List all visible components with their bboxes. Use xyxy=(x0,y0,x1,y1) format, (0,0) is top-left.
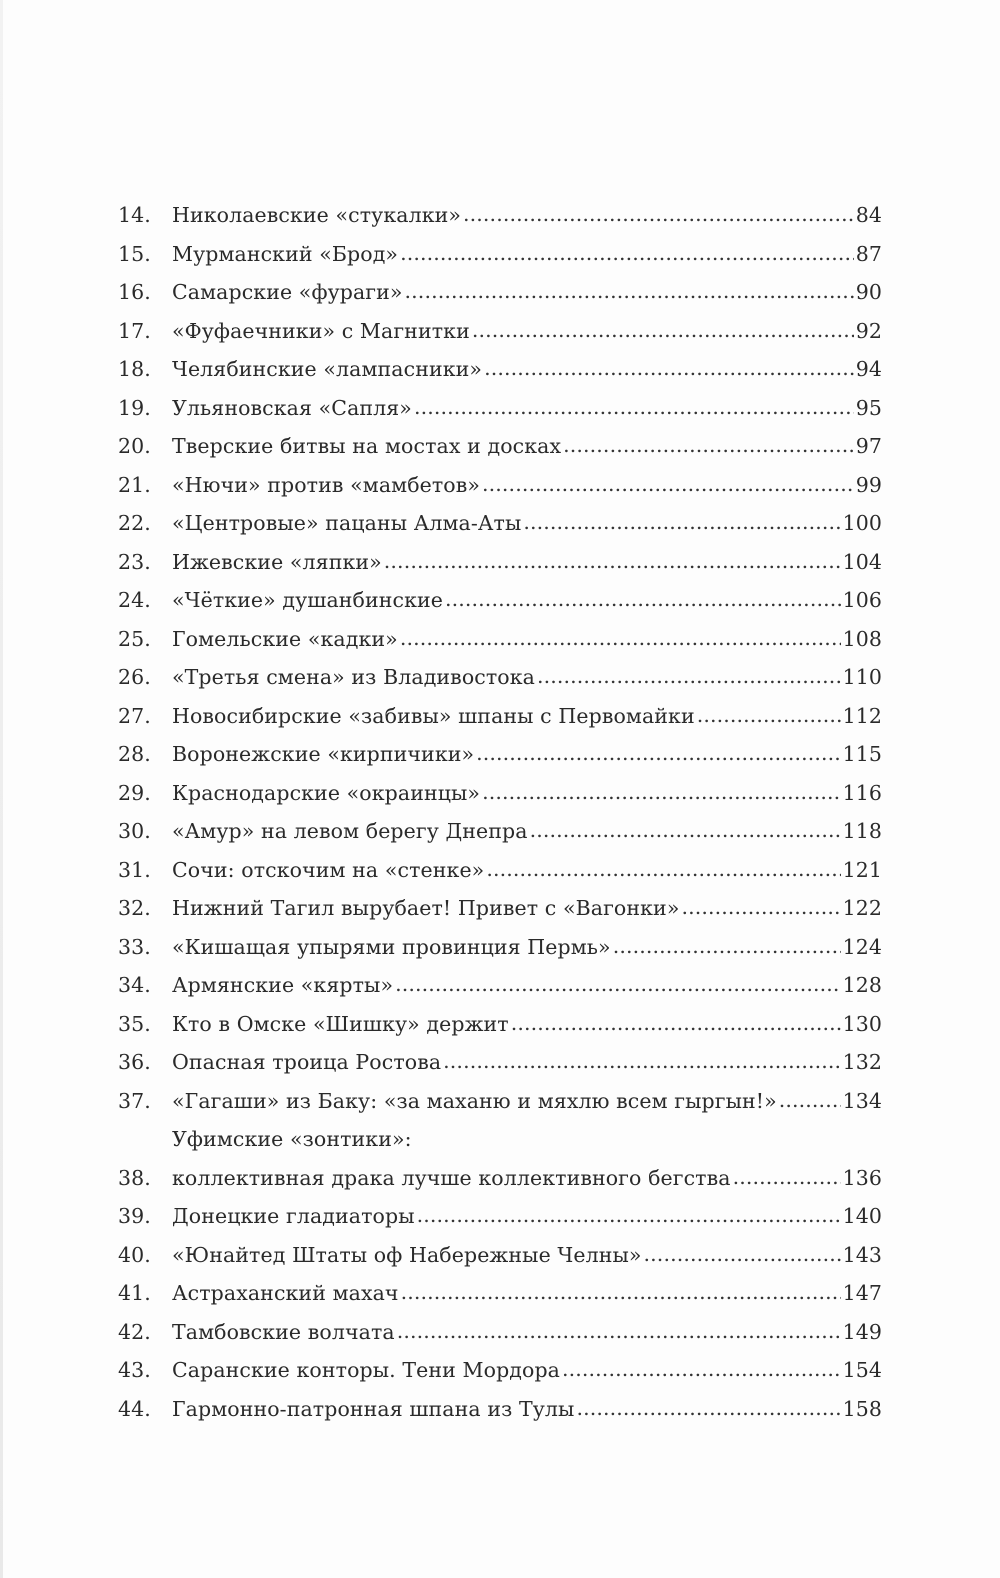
toc-entry-number: 31. xyxy=(118,857,151,882)
toc-entry-page-number: 130 xyxy=(842,1011,882,1036)
toc-entry-body xyxy=(172,1197,882,1236)
toc-entry-title: Кто в Омске «Шишку» держит xyxy=(172,1011,509,1036)
toc-entry-page-number: 149 xyxy=(842,1319,882,1344)
toc-entry-body xyxy=(172,196,882,235)
toc-entry-title-line1: Уфимские «зонтики»: xyxy=(172,1127,412,1151)
toc-entry-number: 27. xyxy=(118,703,151,728)
toc-entry-title: Сочи: отскочим на «стенке» xyxy=(172,857,485,882)
toc-entry-number: 42. xyxy=(118,1319,151,1344)
toc-entry-body xyxy=(172,273,882,312)
toc-entry-number: 26. xyxy=(118,665,151,689)
dot-leader xyxy=(576,1389,840,1428)
toc-entry-page-number: 122 xyxy=(842,896,882,920)
toc-entry-page-number: 90 xyxy=(855,280,882,304)
dot-leader xyxy=(417,1196,841,1235)
dot-leader xyxy=(644,1235,841,1274)
dot-leader xyxy=(476,734,840,773)
toc-entry-title: Армянские «кярты» xyxy=(172,973,394,997)
toc-entry-line xyxy=(172,389,882,428)
toc-entry-body xyxy=(172,1274,882,1313)
toc-entry-page-number: 100 xyxy=(842,511,882,535)
toc-entry-number: 38. xyxy=(118,1165,151,1190)
dot-leader xyxy=(779,1081,841,1120)
toc-entry-page-number: 92 xyxy=(855,318,882,343)
toc-entry xyxy=(118,466,882,505)
toc-entry-title: «Кишащая упырями провинция Пермь» xyxy=(172,934,611,959)
toc-entry-page-number: 136 xyxy=(842,1165,882,1190)
toc-entry-page-number: 104 xyxy=(842,549,882,574)
toc-entry-title: «Амур» на левом берегу Днепра xyxy=(172,819,528,843)
toc-entry-number: 25. xyxy=(118,626,151,651)
dot-leader xyxy=(482,465,854,504)
toc-entry-body xyxy=(172,235,882,274)
toc-entry xyxy=(118,1043,882,1082)
toc-entry-title: Ижевские «ляпки» xyxy=(172,549,382,574)
toc-entry-number: 21. xyxy=(118,472,151,497)
dot-leader xyxy=(511,1004,841,1043)
toc-entry-title: Донецкие гладиаторы xyxy=(172,1204,415,1228)
toc-entry-line xyxy=(172,851,882,890)
toc-entry-number: 29. xyxy=(118,780,151,805)
toc-entry-page-number: 158 xyxy=(842,1396,882,1421)
dot-leader xyxy=(400,619,841,658)
toc-entry xyxy=(118,735,882,774)
dot-leader xyxy=(523,503,840,542)
toc-entry-number: 40. xyxy=(118,1242,151,1267)
toc-entry-line xyxy=(172,1159,882,1198)
toc-entry-title: Воронежские «кирпичики» xyxy=(172,742,475,766)
toc-entry xyxy=(118,235,882,274)
toc-entry-line xyxy=(172,581,882,620)
dot-leader xyxy=(414,388,854,427)
dot-leader xyxy=(697,696,841,735)
toc-entry-number: 41. xyxy=(118,1281,151,1305)
toc-entry-line xyxy=(172,1390,882,1429)
dot-leader xyxy=(482,773,840,812)
toc-entry-page-number: 94 xyxy=(855,357,882,381)
toc-entry-title: Нижний Тагил вырубает! Привет с «Вагонки» xyxy=(172,896,680,920)
toc-entry-page-number: 124 xyxy=(842,934,882,959)
toc-entry-title: Гармонно-патронная шпана из Тулы xyxy=(172,1396,575,1421)
toc-entry-line xyxy=(172,1043,882,1082)
toc-entry xyxy=(118,1351,882,1390)
toc-entry-line xyxy=(172,1005,882,1044)
toc-entry xyxy=(118,1197,882,1236)
dot-leader xyxy=(395,965,840,1004)
toc-entry xyxy=(118,312,882,351)
dot-leader xyxy=(484,349,854,388)
toc-entry-number: 16. xyxy=(118,280,151,304)
dot-leader xyxy=(563,426,854,465)
toc-entry-body xyxy=(172,851,882,890)
toc-entry xyxy=(118,581,882,620)
toc-entry-body xyxy=(172,735,882,774)
toc-entry-line xyxy=(172,273,882,312)
toc-entry-title: «Нючи» против «мамбетов» xyxy=(172,472,481,497)
toc-entry-title: Гомельские «кадки» xyxy=(172,626,398,651)
toc-entry-number: 43. xyxy=(118,1358,151,1382)
toc-entry-body xyxy=(172,350,882,389)
toc-entry-body xyxy=(172,697,882,736)
dot-leader xyxy=(445,580,841,619)
toc-entry-body xyxy=(172,1082,882,1121)
toc-entry xyxy=(118,1236,882,1275)
toc-entry-body xyxy=(172,312,882,351)
toc-entry-title: Мурманский «Брод» xyxy=(172,241,399,266)
toc-entry-line xyxy=(172,1082,882,1121)
toc-entry-title: «Центровые» пацаны Алма-Аты xyxy=(172,511,522,535)
toc-entry-number: 44. xyxy=(118,1396,151,1421)
toc-entry xyxy=(118,1274,882,1313)
toc-entry-page-number: 108 xyxy=(842,626,882,651)
dot-leader xyxy=(384,542,841,581)
toc-entry-body xyxy=(172,1043,882,1082)
toc-entry xyxy=(118,658,882,697)
toc-entry xyxy=(118,350,882,389)
toc-entry-body xyxy=(172,1390,882,1429)
toc-entry xyxy=(118,196,882,235)
toc-entry-number: 18. xyxy=(118,357,151,381)
toc-entry-page-number: 121 xyxy=(842,857,882,882)
toc-entry-title: Челябинские «лампасники» xyxy=(172,357,483,381)
toc-entry-line xyxy=(172,812,882,851)
toc-entry-line xyxy=(172,543,882,582)
dot-leader xyxy=(405,272,854,311)
toc-entry-number: 36. xyxy=(118,1050,151,1074)
toc-entry-number: 20. xyxy=(118,434,151,458)
toc-entry-body xyxy=(172,466,882,505)
toc-entry-line xyxy=(172,350,882,389)
toc-entry-line xyxy=(172,735,882,774)
dot-leader xyxy=(562,1350,841,1389)
toc-entry-line xyxy=(172,427,882,466)
toc-entry-title: «Третья смена» из Владивостока xyxy=(172,665,535,689)
toc-entry-number: 23. xyxy=(118,549,151,574)
dot-leader xyxy=(400,234,854,273)
toc-entry-page-number: 97 xyxy=(855,434,882,458)
toc-entry-title: коллективная драка лучше коллективного бегства xyxy=(172,1165,731,1190)
toc-entry-line xyxy=(172,889,882,928)
toc-entry-line xyxy=(172,697,882,736)
toc-entry-body xyxy=(172,1313,882,1352)
toc-entry-number: 33. xyxy=(118,934,151,959)
toc-entry-body xyxy=(172,1120,882,1197)
toc-entry xyxy=(118,774,882,813)
page-edge-shadow xyxy=(0,0,3,1578)
toc-entry-page-number: 132 xyxy=(842,1050,882,1074)
toc-entry-page-number: 128 xyxy=(842,973,882,997)
toc-entry-body xyxy=(172,812,882,851)
toc-entry-number: 28. xyxy=(118,742,151,766)
toc-entry xyxy=(118,620,882,659)
toc-entry-body xyxy=(172,1351,882,1390)
toc-entry-number: 37. xyxy=(118,1088,151,1113)
toc-entry-number: 15. xyxy=(118,241,151,266)
toc-entry-page-number: 84 xyxy=(855,203,882,227)
toc-entry-title: Краснодарские «окраинцы» xyxy=(172,780,481,805)
toc-entry-body xyxy=(172,543,882,582)
toc-entry-page-number: 87 xyxy=(855,241,882,266)
toc-entry-title: Николаевские «стукалки» xyxy=(172,203,462,227)
dot-leader xyxy=(443,1042,840,1081)
toc-entry xyxy=(118,427,882,466)
toc-entry-body xyxy=(172,966,882,1005)
toc-entry-body xyxy=(172,389,882,428)
toc-entry-title: «Гагаши» из Баку: «за маханю и мяхлю всем гыргын!» xyxy=(172,1088,777,1113)
toc-entry-body xyxy=(172,1005,882,1044)
toc-entry-title: «Фуфаечники» с Магнитки xyxy=(172,318,470,343)
toc-entry-number: 14. xyxy=(118,203,151,227)
toc-entry-line xyxy=(172,196,882,235)
toc-entry xyxy=(118,1313,882,1352)
toc-entry-number: 24. xyxy=(118,588,151,612)
dot-leader xyxy=(397,1312,841,1351)
toc-entry-number: 34. xyxy=(118,973,151,997)
toc-entry-title: Тверские битвы на мостах и досках xyxy=(172,434,562,458)
toc-entry-line xyxy=(172,466,882,505)
toc-entry-body xyxy=(172,427,882,466)
toc-entry-title: «Чёткие» душанбинские xyxy=(172,588,444,612)
toc-entry-body xyxy=(172,658,882,697)
toc-entry-line xyxy=(172,1274,882,1313)
toc-entry-title: Опасная троица Ростова xyxy=(172,1050,442,1074)
toc-entry-line xyxy=(172,1313,882,1352)
toc-entry-page-number: 147 xyxy=(842,1281,882,1305)
dot-leader xyxy=(681,888,840,927)
dot-leader xyxy=(463,195,854,234)
dot-leader xyxy=(613,927,841,966)
dot-leader xyxy=(486,850,840,889)
toc-entry-page-number: 110 xyxy=(842,665,882,689)
toc-entry-number: 39. xyxy=(118,1204,151,1228)
toc-entry-title: Ульяновская «Сапля» xyxy=(172,395,412,420)
toc-entry-line xyxy=(172,1197,882,1236)
toc-entry-title: Саранские конторы. Тени Мордора xyxy=(172,1358,561,1382)
toc-entry-page-number: 116 xyxy=(842,780,882,805)
toc-entry-line xyxy=(172,1236,882,1275)
toc-entry-page-number: 143 xyxy=(842,1242,882,1267)
toc-entry-number: 35. xyxy=(118,1011,151,1036)
toc-entry-body xyxy=(172,928,882,967)
toc-entry-page-number: 140 xyxy=(842,1204,882,1228)
toc-entry-line xyxy=(172,1351,882,1390)
toc-entry-number: 19. xyxy=(118,395,151,420)
toc-entry-body xyxy=(172,581,882,620)
toc-entry xyxy=(118,1120,882,1197)
toc-entry-number: 22. xyxy=(118,511,151,535)
toc-entry-line xyxy=(172,774,882,813)
toc-entry xyxy=(118,1390,882,1429)
dot-leader xyxy=(401,1273,841,1312)
toc-entry-title: Новосибирские «забивы» шпаны с Первомайки xyxy=(172,703,695,728)
toc-entry xyxy=(118,389,882,428)
toc-entry-page-number: 112 xyxy=(842,703,882,728)
toc-entry-body xyxy=(172,774,882,813)
toc-entry-page-number: 106 xyxy=(842,588,882,612)
toc-entry-page-number: 95 xyxy=(855,395,882,420)
toc-entry xyxy=(118,966,882,1005)
toc-entry-title: «Юнайтед Штаты оф Набережные Челны» xyxy=(172,1242,642,1267)
toc-entry-line xyxy=(172,620,882,659)
toc-entry-body xyxy=(172,504,882,543)
toc-entry-line xyxy=(172,312,882,351)
toc-entry-page-number: 118 xyxy=(842,819,882,843)
toc-entry xyxy=(118,889,882,928)
toc-entry-title: Тамбовские волчата xyxy=(172,1319,395,1344)
toc-entry xyxy=(118,851,882,890)
toc-entry-page-number: 99 xyxy=(855,472,882,497)
toc-entry xyxy=(118,504,882,543)
dot-leader xyxy=(733,1158,841,1197)
toc-entry-page-number: 154 xyxy=(842,1358,882,1382)
toc-entry-line xyxy=(172,504,882,543)
toc-entry-body xyxy=(172,620,882,659)
toc-entry-number: 32. xyxy=(118,896,151,920)
dot-leader xyxy=(472,311,854,350)
toc-entry-body xyxy=(172,889,882,928)
toc-entry xyxy=(118,928,882,967)
toc-entry xyxy=(118,697,882,736)
toc-entry-body xyxy=(172,1236,882,1275)
toc-entry-line xyxy=(172,928,882,967)
toc-entry xyxy=(118,1005,882,1044)
toc-entry xyxy=(118,543,882,582)
toc-entry-number: 17. xyxy=(118,318,151,343)
toc-entry-line xyxy=(172,235,882,274)
table-of-contents xyxy=(118,196,882,1428)
toc-entry-line xyxy=(172,658,882,697)
toc-entry xyxy=(118,273,882,312)
toc-entry-title: Самарские «фураги» xyxy=(172,280,403,304)
dot-leader xyxy=(537,657,841,696)
toc-entry xyxy=(118,812,882,851)
toc-entry-line xyxy=(172,966,882,1005)
toc-entry-page-number: 115 xyxy=(842,742,882,766)
toc-entry xyxy=(118,1082,882,1121)
toc-entry-page-number: 134 xyxy=(842,1088,882,1113)
dot-leader xyxy=(530,811,841,850)
toc-entry-title: Астраханский махач xyxy=(172,1281,399,1305)
toc-entry-number: 30. xyxy=(118,819,151,843)
